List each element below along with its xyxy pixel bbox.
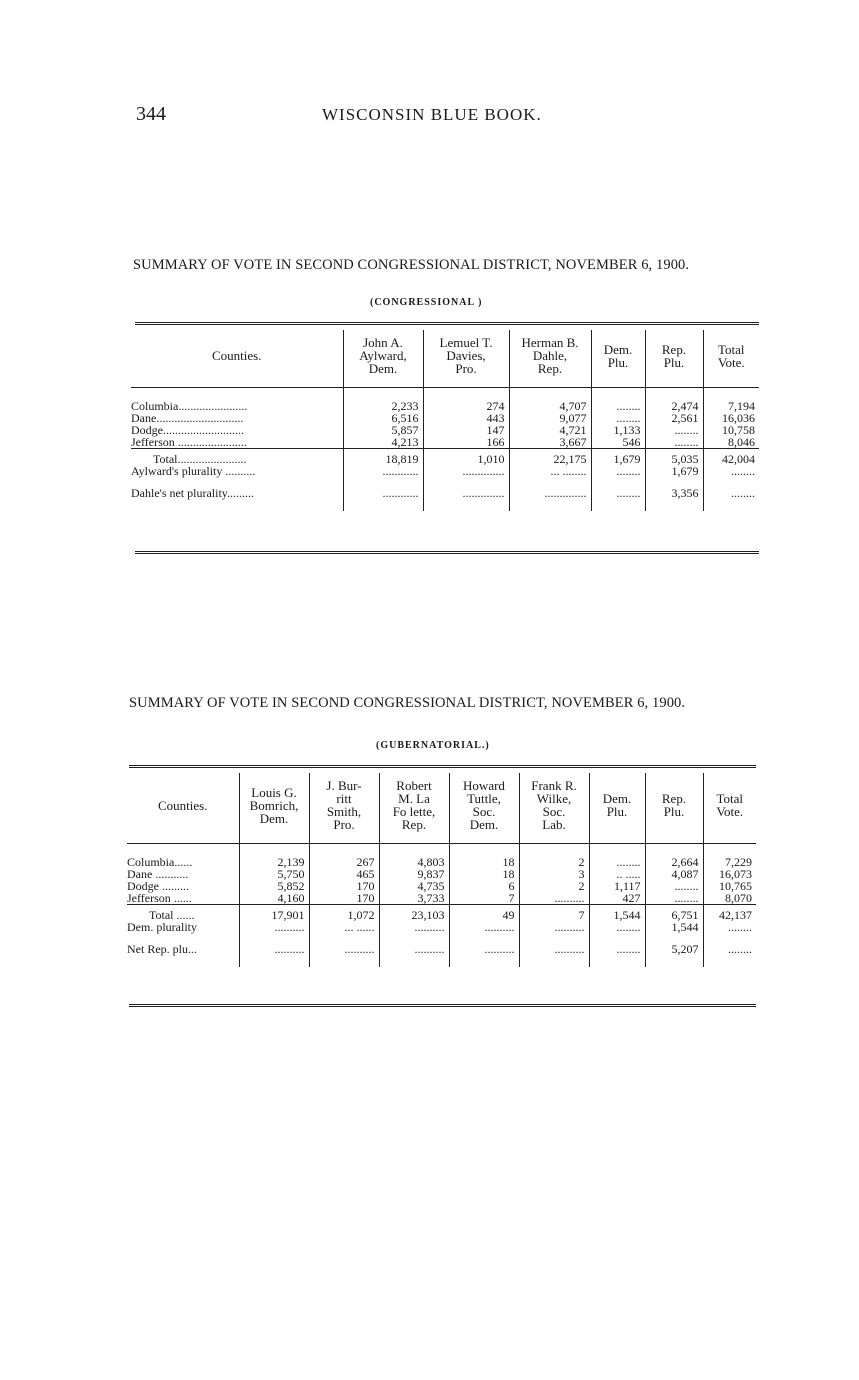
page-number: 344: [136, 103, 166, 125]
col-header: Dem. Plu.: [591, 330, 645, 388]
county-cell: Dodge .........: [127, 879, 189, 893]
vote-cell: 5,750: [239, 868, 309, 880]
vote-cell: 2,664: [645, 856, 703, 868]
plurality-cell: ........: [591, 465, 645, 477]
plurality-cell: 1,544: [645, 921, 703, 933]
county-cell: Dane ...........: [127, 867, 189, 881]
congressional-bottom-rule: [135, 551, 759, 554]
gubernatorial-bottom-rule: [129, 1004, 756, 1007]
vote-cell: 2: [519, 880, 589, 892]
vote-cell: 18: [449, 868, 519, 880]
col-header: Total Vote.: [703, 773, 756, 844]
vote-cell: ........: [645, 880, 703, 892]
plurality-cell: 1,679: [645, 465, 703, 477]
net-plurality-cell: ..........: [379, 943, 449, 955]
vote-cell: 5,857: [343, 424, 423, 436]
net-plurality-cell: ........: [703, 487, 759, 499]
net-plurality-cell: ..........: [239, 943, 309, 955]
col-header: Frank R. Wilke, Soc. Lab.: [519, 773, 589, 844]
total-cell: 1,072: [309, 905, 379, 922]
col-header: Counties.: [127, 773, 239, 844]
gubernatorial-top-rule: [129, 765, 756, 768]
total-cell: 6,751: [645, 905, 703, 922]
table-row: [131, 436, 759, 449]
vote-cell: 10,765: [703, 880, 756, 892]
col-header: Dem. Plu.: [589, 773, 645, 844]
plurality-cell: ... ........: [509, 465, 591, 477]
vote-cell: ..........: [519, 892, 589, 905]
vote-cell: .. .....: [589, 868, 645, 880]
plurality-cell: ..........: [519, 921, 589, 933]
plurality-row: [127, 921, 756, 933]
net-plurality-cell: ..............: [509, 487, 591, 499]
county-cell: Columbia......: [127, 855, 193, 869]
vote-cell: 5,852: [239, 880, 309, 892]
vote-cell: ........: [645, 436, 703, 449]
county-cell: Columbia.......................: [131, 399, 248, 413]
gubernatorial-table: [127, 773, 756, 967]
total-cell: 49: [449, 905, 519, 922]
net-plurality-row: [131, 487, 759, 499]
total-cell: 1,010: [423, 449, 509, 466]
net-plurality-cell: ........: [703, 943, 756, 955]
plurality-label: Aylward's plurality ..........: [131, 464, 256, 478]
vote-cell: 4,160: [239, 892, 309, 905]
vote-cell: ........: [589, 856, 645, 868]
gubernatorial-header-row: [127, 773, 756, 844]
total-cell: 23,103: [379, 905, 449, 922]
vote-cell: 170: [309, 892, 379, 905]
net-plurality-cell: ..........: [519, 943, 589, 955]
vote-cell: ........: [591, 400, 645, 412]
plurality-cell: ............: [343, 465, 423, 477]
total-row: [127, 905, 756, 922]
congressional-header-row: [131, 330, 759, 388]
plurality-cell: ........: [703, 465, 759, 477]
vote-cell: 3,733: [379, 892, 449, 905]
net-plurality-row: [127, 943, 756, 955]
vote-cell: 4,735: [379, 880, 449, 892]
vote-cell: 166: [423, 436, 509, 449]
vote-cell: 7,229: [703, 856, 756, 868]
total-cell: 22,175: [509, 449, 591, 466]
total-label: Total.......................: [153, 452, 247, 466]
plurality-cell: ........: [589, 921, 645, 933]
vote-cell: 147: [423, 424, 509, 436]
vote-cell: 2,561: [645, 412, 703, 424]
vote-cell: 7,194: [703, 400, 759, 412]
vote-cell: 465: [309, 868, 379, 880]
vote-cell: 274: [423, 400, 509, 412]
vote-cell: 3: [519, 868, 589, 880]
vote-cell: 427: [589, 892, 645, 905]
col-header: Counties.: [131, 330, 343, 388]
col-header: John A. Aylward, Dem.: [343, 330, 423, 388]
vote-cell: 4,721: [509, 424, 591, 436]
congressional-subtitle: (CONGRESSIONAL ): [370, 297, 483, 308]
vote-cell: 18: [449, 856, 519, 868]
total-cell: 18,819: [343, 449, 423, 466]
plurality-cell: ... ......: [309, 921, 379, 933]
total-cell: 42,137: [703, 905, 756, 922]
vote-cell: 8,046: [703, 436, 759, 449]
total-cell: 17,901: [239, 905, 309, 922]
vote-cell: 6,516: [343, 412, 423, 424]
net-plurality-cell: ..........: [309, 943, 379, 955]
total-cell: 5,035: [645, 449, 703, 466]
vote-cell: 1,133: [591, 424, 645, 436]
vote-cell: 16,036: [703, 412, 759, 424]
county-cell: Jefferson ......: [127, 891, 192, 905]
vote-cell: ........: [645, 892, 703, 905]
vote-cell: 6: [449, 880, 519, 892]
net-plurality-cell: 5,207: [645, 943, 703, 955]
gubernatorial-subtitle: (GUBERNATORIAL.): [376, 740, 490, 751]
col-header: Lemuel T. Davies, Pro.: [423, 330, 509, 388]
running-head: WISCONSIN BLUE BOOK.: [322, 105, 542, 124]
table-row: [127, 892, 756, 905]
vote-cell: 8,070: [703, 892, 756, 905]
plurality-cell: ........: [703, 921, 756, 933]
plurality-label: Dem. plurality: [127, 920, 197, 934]
plurality-row: [131, 465, 759, 477]
vote-cell: 4,707: [509, 400, 591, 412]
col-header: Howard Tuttle, Soc. Dem.: [449, 773, 519, 844]
col-header: Herman B. Dahle, Rep.: [509, 330, 591, 388]
col-header: J. Bur- ritt Smith, Pro.: [309, 773, 379, 844]
vote-cell: ........: [591, 412, 645, 424]
congressional-table: [131, 330, 759, 511]
plurality-cell: ..........: [239, 921, 309, 933]
net-plurality-cell: ........: [589, 943, 645, 955]
vote-cell: 546: [591, 436, 645, 449]
total-row: [131, 449, 759, 466]
net-plurality-cell: ..........: [449, 943, 519, 955]
col-header: Total Vote.: [703, 330, 759, 388]
net-plurality-cell: ..............: [423, 487, 509, 499]
vote-cell: 2,474: [645, 400, 703, 412]
net-plurality-label: Net Rep. plu...: [127, 942, 197, 956]
vote-cell: 1,117: [589, 880, 645, 892]
vote-cell: 7: [449, 892, 519, 905]
vote-cell: 4,087: [645, 868, 703, 880]
plurality-cell: ..........: [449, 921, 519, 933]
net-plurality-cell: ............: [343, 487, 423, 499]
vote-cell: 10,758: [703, 424, 759, 436]
col-header: Rep. Plu.: [645, 773, 703, 844]
county-cell: Dane.............................: [131, 411, 244, 425]
plurality-cell: ..........: [379, 921, 449, 933]
vote-cell: 9,077: [509, 412, 591, 424]
total-cell: 42,004: [703, 449, 759, 466]
vote-cell: 267: [309, 856, 379, 868]
vote-cell: 170: [309, 880, 379, 892]
vote-cell: 2: [519, 856, 589, 868]
vote-cell: 2,233: [343, 400, 423, 412]
total-cell: 7: [519, 905, 589, 922]
county-cell: Dodge...........................: [131, 423, 244, 437]
vote-cell: ........: [645, 424, 703, 436]
congressional-title: SUMMARY OF VOTE IN SECOND CONGRESSIONAL DISTRICT, NOVEMBER 6, 1900.: [133, 257, 690, 273]
vote-cell: 9,837: [379, 868, 449, 880]
total-cell: 1,679: [591, 449, 645, 466]
gubernatorial-title: SUMMARY OF VOTE IN SECOND CONGRESSIONAL DISTRICT, NOVEMBER 6, 1900.: [129, 695, 686, 711]
vote-cell: 443: [423, 412, 509, 424]
net-plurality-label: Dahle's net plurality.........: [131, 486, 255, 500]
vote-cell: 4,213: [343, 436, 423, 449]
net-plurality-cell: 3,356: [645, 487, 703, 499]
net-plurality-cell: ........: [591, 487, 645, 499]
col-header: Robert M. La Fo lette, Rep.: [379, 773, 449, 844]
total-cell: 1,544: [589, 905, 645, 922]
col-header: Rep. Plu.: [645, 330, 703, 388]
plurality-cell: ..............: [423, 465, 509, 477]
vote-cell: 4,803: [379, 856, 449, 868]
congressional-top-rule: [135, 322, 759, 325]
total-label: Total ......: [149, 908, 195, 922]
vote-cell: 3,667: [509, 436, 591, 449]
col-header: Louis G. Bomrich, Dem.: [239, 773, 309, 844]
vote-cell: 2,139: [239, 856, 309, 868]
vote-cell: 16,073: [703, 868, 756, 880]
county-cell: Jefferson .......................: [131, 435, 247, 449]
